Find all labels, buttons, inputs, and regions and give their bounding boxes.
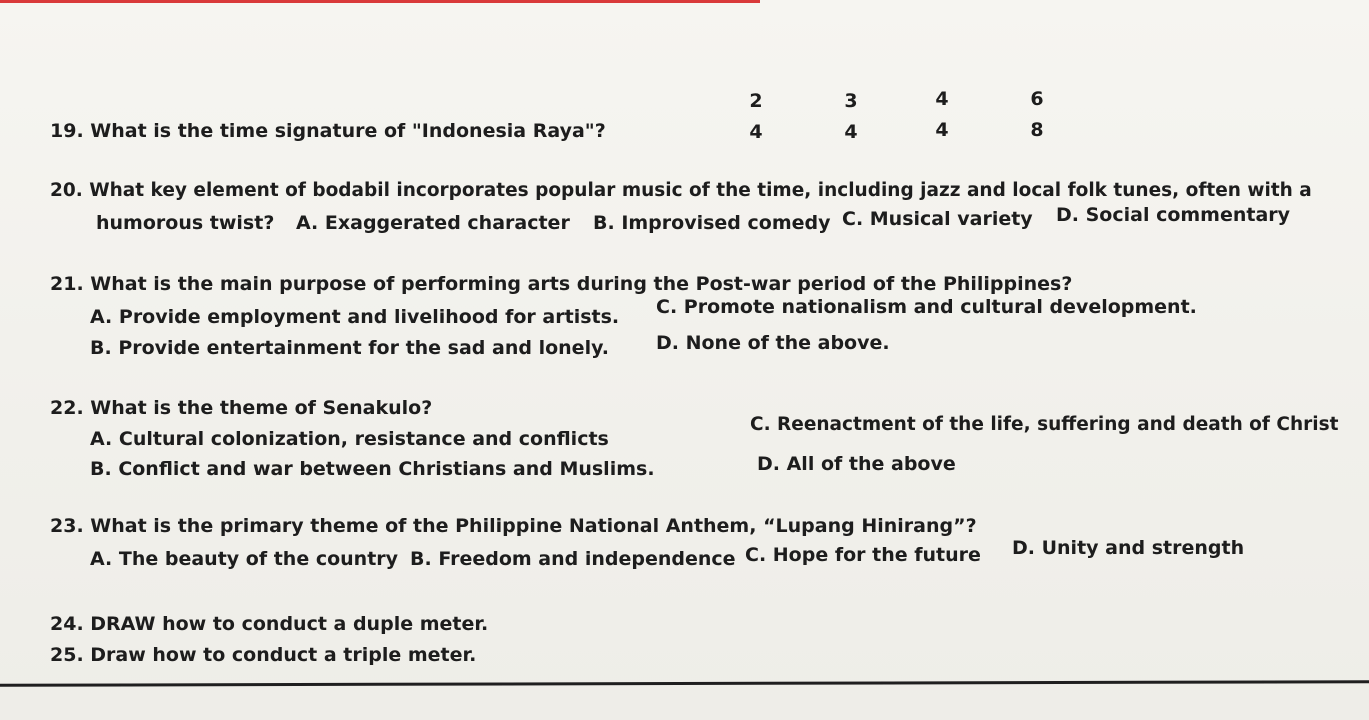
bottom-rule-line — [0, 680, 1369, 687]
q23-option-d: D. Unity and strength — [1012, 537, 1245, 559]
q25-text: 25. Draw how to conduct a triple meter. — [50, 644, 477, 666]
q20-text-line1: 20. What key element of bodabil incorporates popular music of the time, including jazz and local folk tunes, often with a — [50, 180, 1312, 201]
q21-option-c: C. Promote nationalism and cultural development. — [656, 296, 1197, 318]
q19-choice-1-top: 2 — [749, 90, 763, 112]
q20-option-b: B. Improvised comedy — [593, 212, 831, 234]
q19-choice-3-bottom: 4 — [935, 119, 949, 141]
q20-option-a: A. Exaggerated character — [296, 212, 570, 234]
q23-option-b: B. Freedom and independence — [410, 548, 736, 570]
q22-option-a: A. Cultural colonization, resistance and conflicts — [90, 428, 609, 450]
q19-choice-1-bottom: 4 — [749, 121, 763, 143]
q19-choice-2-bottom: 4 — [844, 121, 858, 143]
q24-text: 24. DRAW how to conduct a duple meter. — [50, 613, 489, 635]
q21-text: 21. What is the main purpose of performing arts during the Post-war period of the Philippines? — [50, 273, 1073, 295]
q19-choice-3 — [927, 88, 957, 141]
q21-option-b: B. Provide entertainment for the sad and lonely. — [90, 337, 609, 359]
q21-option-a: A. Provide employment and livelihood for artists. — [90, 306, 620, 328]
q19-choice-3-top: 4 — [935, 88, 949, 110]
q23-option-a: A. The beauty of the country — [90, 548, 399, 570]
q23-option-c: C. Hope for the future — [745, 544, 981, 566]
q23-text: 23. What is the primary theme of the Philippine National Anthem, “Lupang Hinirang”? — [50, 515, 977, 537]
q21-option-d: D. None of the above. — [656, 332, 890, 354]
q20-option-c: C. Musical variety — [842, 208, 1033, 230]
q20-option-d: D. Social commentary — [1056, 204, 1291, 226]
q20-text-line2: humorous twist? — [96, 212, 275, 234]
q19-choice-4-top: 6 — [1030, 88, 1044, 110]
q19-text: 19. What is the time signature of "Indonesia Raya"? — [50, 120, 606, 142]
q19-choice-1 — [741, 90, 771, 143]
q22-option-c: C. Reenactment of the life, suffering and death of Christ — [750, 414, 1339, 435]
q22-option-b: B. Conflict and war between Christians and Muslims. — [90, 458, 655, 480]
top-edge-line — [0, 0, 760, 3]
q19-choice-2-top: 3 — [844, 90, 858, 112]
q19-choice-2 — [836, 90, 866, 143]
q22-option-d: D. All of the above — [757, 453, 956, 475]
q22-text: 22. What is the theme of Senakulo? — [50, 397, 433, 419]
q19-choice-4-bottom: 8 — [1030, 119, 1044, 141]
q19-choice-4 — [1022, 88, 1052, 141]
